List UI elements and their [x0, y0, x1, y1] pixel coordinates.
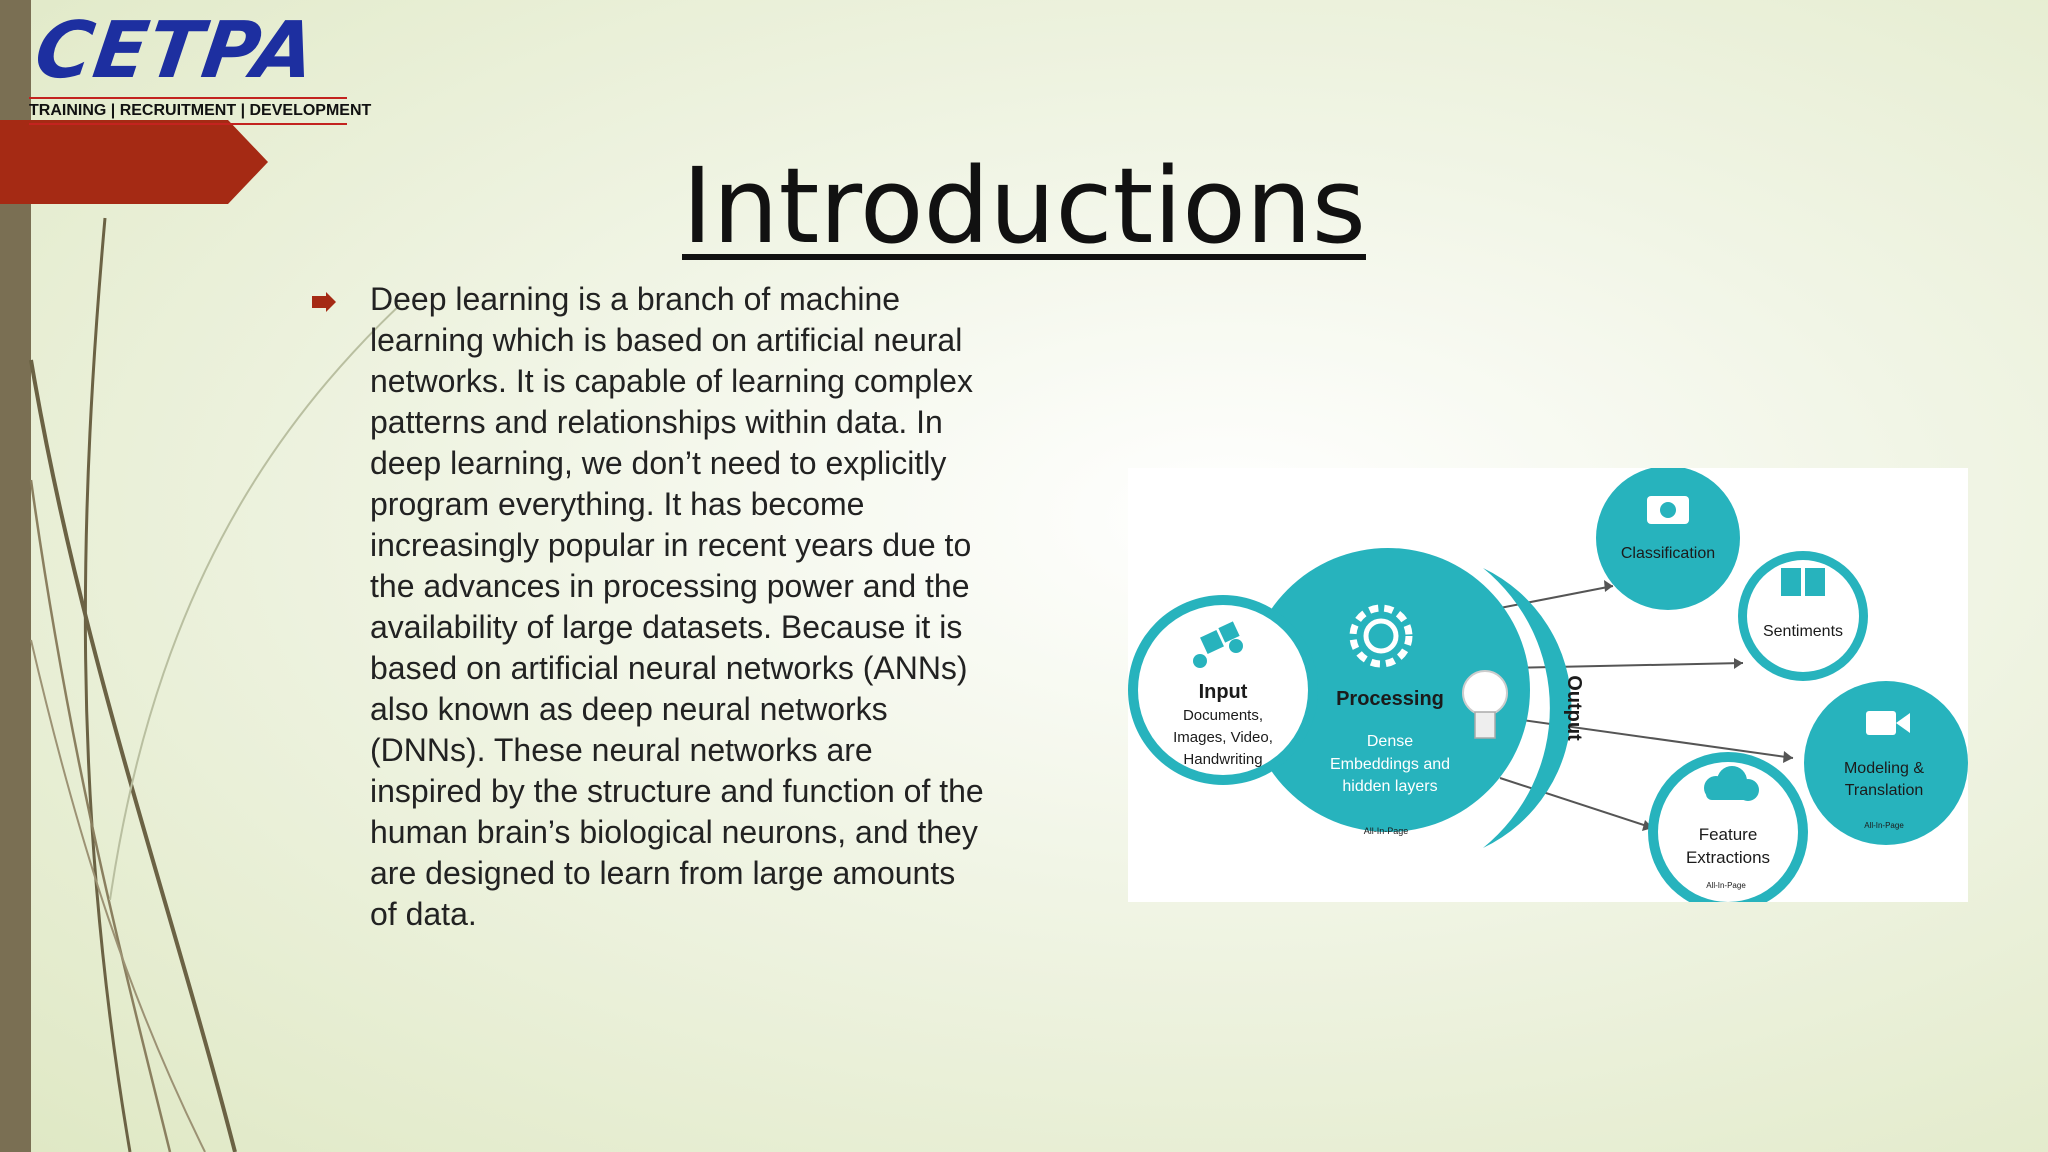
classification-label: Classification: [1620, 545, 1716, 562]
input-line-2: Images, Video,: [1173, 729, 1273, 746]
deep-learning-diagram: [1128, 468, 1968, 902]
feature-line-2: Extractions: [1685, 848, 1771, 867]
sentiments-circle: [1747, 560, 1859, 672]
modeling-line-1: Modeling &: [1843, 760, 1925, 777]
logo-wordmark: CETPA: [29, 6, 322, 96]
sentiments-label: Sentiments: [1762, 623, 1844, 640]
processing-line-3: hidden layers: [1342, 778, 1438, 795]
processing-line-2: Embeddings and: [1329, 756, 1451, 773]
camera-icon: [1647, 496, 1689, 524]
arrow-bullet-icon: [312, 292, 336, 312]
modeling-watermark: All-In-Page: [1864, 821, 1904, 830]
feature-line-1: Feature: [1698, 825, 1758, 844]
slide-title: Introductions: [682, 145, 1366, 267]
logo-tagline: TRAINING | RECRUITMENT | DEVELOPMENT: [29, 97, 347, 125]
cetpa-logo: [26, 6, 372, 126]
input-line-1: Documents,: [1182, 707, 1264, 724]
body-paragraph: Deep learning is a branch of machine learning which is based on artificial neural networks. It is capable of learning complex patterns and relationships within data. In deep learning, we don’t need to explicitly program everything. It has become increasingly popular in recent years due to the advances in processing power and the availability of large datasets. Because it is based on artificial neural networks (ANNs) also known as deep neural networks (DNNs). These neural networks are inspired by the structure and function of the human brain’s biological neurons, and they are designed to learn from large amounts of data.: [370, 281, 984, 932]
processing-line-1: Dense: [1366, 733, 1414, 750]
output-label: Output: [1563, 675, 1585, 741]
classification-circle: [1596, 468, 1740, 610]
processing-title: Processing: [1336, 688, 1444, 710]
input-title: Input: [1198, 681, 1248, 703]
feature-watermark: All-In-Page: [1706, 881, 1746, 890]
input-line-3: Handwriting: [1183, 751, 1263, 768]
modeling-line-2: Translation: [1844, 782, 1924, 799]
slide-title-wrapper: [0, 145, 2048, 267]
processing-watermark: All-In-Page: [1363, 826, 1409, 836]
